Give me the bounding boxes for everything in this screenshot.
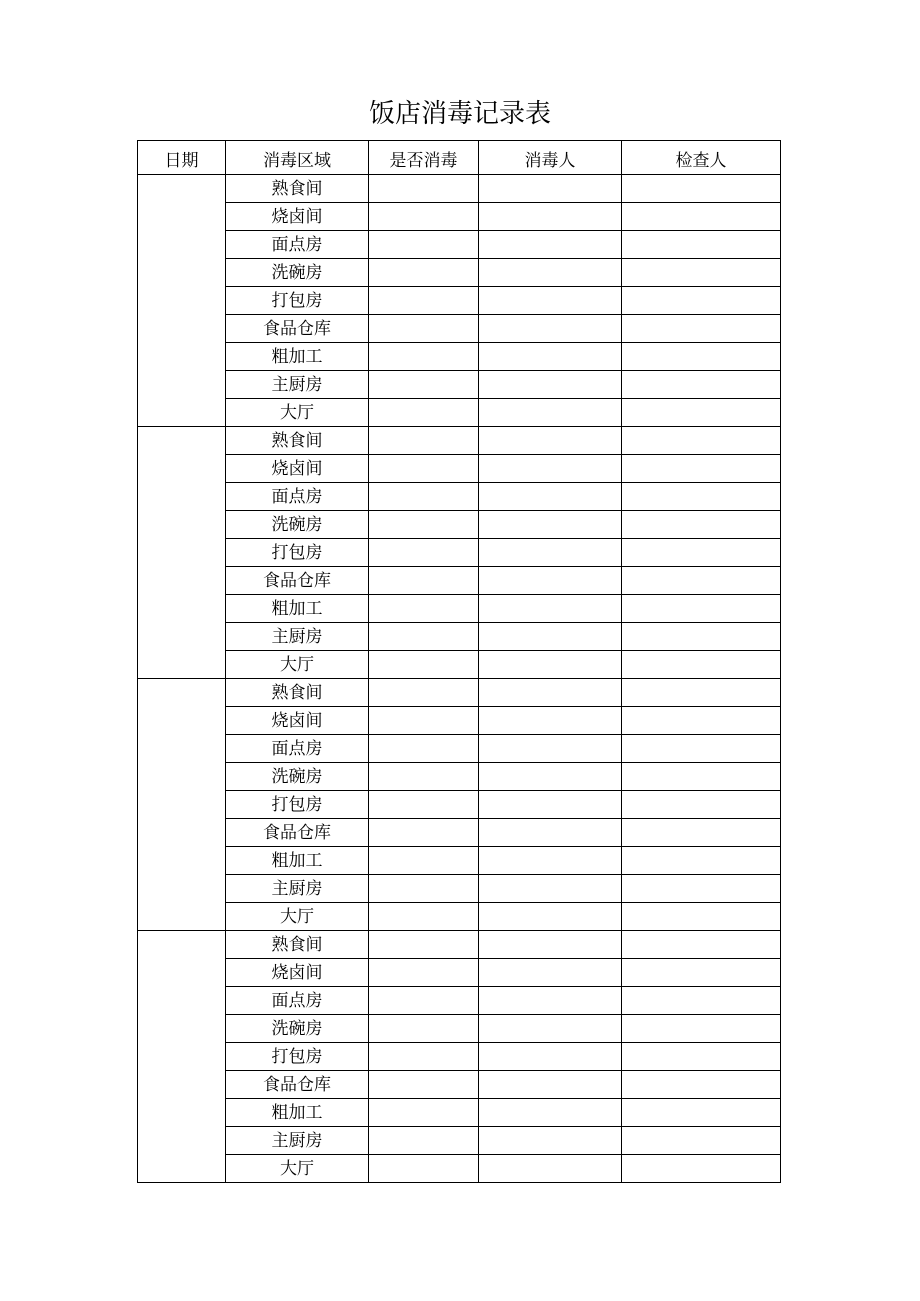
disinfected-cell[interactable] [369,1155,479,1183]
inspector-cell[interactable] [622,287,781,315]
disinfector-cell[interactable] [479,651,622,679]
disinfected-cell[interactable] [369,455,479,483]
disinfector-cell[interactable] [479,679,622,707]
table-row [138,1155,781,1183]
table-row [138,343,781,371]
table-row [138,175,781,203]
disinfected-cell[interactable] [369,259,479,287]
table-row [138,959,781,987]
disinfector-cell[interactable] [479,1043,622,1071]
table-row [138,875,781,903]
area-cell: 主厨房 [226,1127,369,1155]
table-row [138,539,781,567]
inspector-cell[interactable] [622,231,781,259]
disinfected-cell[interactable] [369,651,479,679]
page-title: 饭店消毒记录表 [368,99,551,129]
disinfector-cell[interactable] [479,1071,622,1099]
inspector-cell[interactable] [622,1043,781,1071]
disinfected-cell[interactable] [369,763,479,791]
disinfected-cell[interactable] [369,819,479,847]
inspector-cell[interactable] [622,595,781,623]
disinfected-cell[interactable] [369,707,479,735]
inspector-cell[interactable] [622,511,781,539]
table-row [138,707,781,735]
disinfector-cell[interactable] [479,483,622,511]
inspector-cell[interactable] [622,539,781,567]
header-disinfector: 消毒人 [479,141,622,175]
disinfector-cell[interactable] [479,511,622,539]
area-cell: 粗加工 [226,343,369,371]
table-row [138,1015,781,1043]
header-area: 消毒区域 [226,141,369,175]
disinfector-cell[interactable] [479,595,622,623]
disinfected-cell[interactable] [369,959,479,987]
disinfected-cell[interactable] [369,1127,479,1155]
area-cell: 打包房 [226,287,369,315]
area-cell: 打包房 [226,1043,369,1071]
inspector-cell[interactable] [622,455,781,483]
disinfected-cell[interactable] [369,371,479,399]
disinfected-cell[interactable] [369,567,479,595]
inspector-cell[interactable] [622,623,781,651]
inspector-cell[interactable] [622,1127,781,1155]
disinfected-cell[interactable] [369,1043,479,1071]
inspector-cell[interactable] [622,819,781,847]
disinfector-cell[interactable] [479,1099,622,1127]
table-row [138,399,781,427]
table-row [138,819,781,847]
disinfected-cell[interactable] [369,1015,479,1043]
area-cell: 洗碗房 [226,1015,369,1043]
disinfected-cell[interactable] [369,847,479,875]
disinfector-cell[interactable] [479,455,622,483]
inspector-cell[interactable] [622,175,781,203]
disinfected-cell[interactable] [369,595,479,623]
area-cell: 大厅 [226,651,369,679]
table-row [138,1127,781,1155]
disinfector-cell[interactable] [479,203,622,231]
table-row [138,651,781,679]
table-row [138,315,781,343]
disinfector-cell[interactable] [479,259,622,287]
area-cell: 洗碗房 [226,763,369,791]
area-cell: 粗加工 [226,595,369,623]
area-cell: 洗碗房 [226,511,369,539]
area-cell: 主厨房 [226,623,369,651]
inspector-cell[interactable] [622,1071,781,1099]
inspector-cell[interactable] [622,427,781,455]
date-cell[interactable] [138,679,226,931]
disinfected-cell[interactable] [369,483,479,511]
area-cell: 面点房 [226,987,369,1015]
disinfected-cell[interactable] [369,931,479,959]
area-cell: 熟食间 [226,679,369,707]
disinfector-cell[interactable] [479,1127,622,1155]
area-cell: 打包房 [226,539,369,567]
header-inspector: 检查人 [622,141,781,175]
inspector-cell[interactable] [622,567,781,595]
header-date: 日期 [138,141,226,175]
area-cell: 熟食间 [226,175,369,203]
area-cell: 食品仓库 [226,819,369,847]
disinfected-cell[interactable] [369,511,479,539]
inspector-cell[interactable] [622,875,781,903]
disinfected-cell[interactable] [369,287,479,315]
table-row [138,455,781,483]
inspector-cell[interactable] [622,679,781,707]
inspector-cell[interactable] [622,1099,781,1127]
disinfected-cell[interactable] [369,231,479,259]
disinfected-cell[interactable] [369,875,479,903]
disinfected-cell[interactable] [369,735,479,763]
disinfector-cell[interactable] [479,567,622,595]
area-cell: 粗加工 [226,1099,369,1127]
disinfected-cell[interactable] [369,203,479,231]
disinfector-cell[interactable] [479,343,622,371]
area-cell: 面点房 [226,483,369,511]
disinfector-cell[interactable] [479,399,622,427]
header-row [138,141,781,175]
disinfected-cell[interactable] [369,903,479,931]
table-row [138,231,781,259]
table-row [138,903,781,931]
disinfector-cell[interactable] [479,735,622,763]
disinfector-cell[interactable] [479,539,622,567]
inspector-cell[interactable] [622,371,781,399]
table-row [138,595,781,623]
disinfection-record-table [137,140,781,1183]
area-cell: 主厨房 [226,371,369,399]
area-cell: 烧卤间 [226,707,369,735]
table-row [138,763,781,791]
table-row [138,847,781,875]
disinfector-cell[interactable] [479,623,622,651]
table-row [138,1099,781,1127]
disinfected-cell[interactable] [369,1099,479,1127]
table-row [138,259,781,287]
inspector-cell[interactable] [622,315,781,343]
table-row [138,511,781,539]
table-row [138,371,781,399]
area-cell: 食品仓库 [226,1071,369,1099]
disinfector-cell[interactable] [479,875,622,903]
area-cell: 面点房 [226,231,369,259]
inspector-cell[interactable] [622,903,781,931]
disinfector-cell[interactable] [479,791,622,819]
inspector-cell[interactable] [622,735,781,763]
table-row [138,203,781,231]
table-row [138,287,781,315]
disinfector-cell[interactable] [479,931,622,959]
inspector-cell[interactable] [622,987,781,1015]
area-cell: 熟食间 [226,427,369,455]
area-cell: 大厅 [226,903,369,931]
header-disinfected: 是否消毒 [369,141,479,175]
disinfector-cell[interactable] [479,231,622,259]
table-body [138,175,781,1183]
disinfected-cell[interactable] [369,343,479,371]
table-row [138,931,781,959]
table-row [138,791,781,819]
disinfector-cell[interactable] [479,1155,622,1183]
disinfector-cell[interactable] [479,903,622,931]
disinfector-cell[interactable] [479,175,622,203]
disinfected-cell[interactable] [369,427,479,455]
disinfector-cell[interactable] [479,763,622,791]
disinfected-cell[interactable] [369,539,479,567]
area-cell: 烧卤间 [226,959,369,987]
area-cell: 食品仓库 [226,567,369,595]
disinfector-cell[interactable] [479,987,622,1015]
disinfected-cell[interactable] [369,623,479,651]
disinfector-cell[interactable] [479,427,622,455]
disinfector-cell[interactable] [479,371,622,399]
area-cell: 烧卤间 [226,203,369,231]
inspector-cell[interactable] [622,847,781,875]
table-row [138,1071,781,1099]
inspector-cell[interactable] [622,791,781,819]
inspector-cell[interactable] [622,763,781,791]
inspector-cell[interactable] [622,203,781,231]
area-cell: 食品仓库 [226,315,369,343]
date-cell[interactable] [138,931,226,1183]
disinfected-cell[interactable] [369,175,479,203]
inspector-cell[interactable] [622,343,781,371]
inspector-cell[interactable] [622,931,781,959]
area-cell: 打包房 [226,791,369,819]
area-cell: 面点房 [226,735,369,763]
disinfected-cell[interactable] [369,399,479,427]
table-row [138,735,781,763]
area-cell: 熟食间 [226,931,369,959]
inspector-cell[interactable] [622,1015,781,1043]
disinfector-cell[interactable] [479,707,622,735]
disinfected-cell[interactable] [369,315,479,343]
disinfector-cell[interactable] [479,287,622,315]
table-row [138,1043,781,1071]
disinfector-cell[interactable] [479,819,622,847]
disinfector-cell[interactable] [479,315,622,343]
table-row [138,679,781,707]
inspector-cell[interactable] [622,259,781,287]
area-cell: 洗碗房 [226,259,369,287]
disinfected-cell[interactable] [369,1071,479,1099]
inspector-cell[interactable] [622,399,781,427]
area-cell: 粗加工 [226,847,369,875]
table-row [138,623,781,651]
date-cell[interactable] [138,175,226,427]
area-cell: 大厅 [226,399,369,427]
inspector-cell[interactable] [622,651,781,679]
table-row [138,987,781,1015]
disinfected-cell[interactable] [369,987,479,1015]
inspector-cell[interactable] [622,1155,781,1183]
table-row [138,483,781,511]
disinfector-cell[interactable] [479,847,622,875]
area-cell: 主厨房 [226,875,369,903]
table-row [138,567,781,595]
inspector-cell[interactable] [622,707,781,735]
area-cell: 大厅 [226,1155,369,1183]
area-cell: 烧卤间 [226,455,369,483]
disinfected-cell[interactable] [369,791,479,819]
disinfector-cell[interactable] [479,959,622,987]
date-cell[interactable] [138,427,226,679]
inspector-cell[interactable] [622,959,781,987]
inspector-cell[interactable] [622,483,781,511]
disinfector-cell[interactable] [479,1015,622,1043]
table-row [138,427,781,455]
disinfected-cell[interactable] [369,679,479,707]
